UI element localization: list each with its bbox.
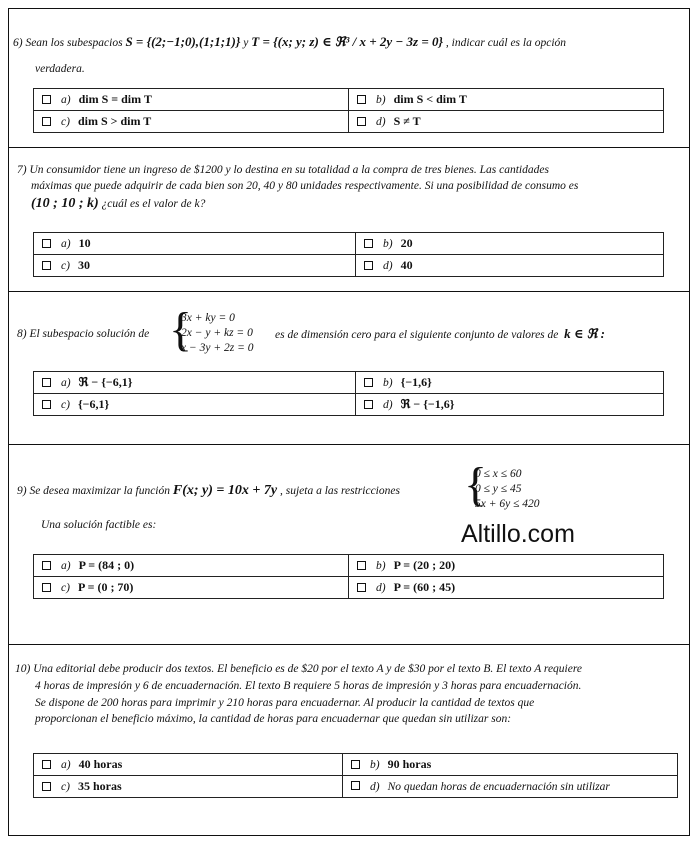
checkbox[interactable] (357, 561, 366, 570)
checkbox[interactable] (42, 782, 51, 791)
q9-constraints (475, 467, 540, 512)
q7-option-c[interactable]: c) 30 (34, 255, 356, 277)
q9-option-c[interactable]: c) P = (0 ; 70) (34, 577, 349, 599)
q9-option-b[interactable]: b) P = (20 ; 20) (349, 555, 664, 577)
watermark-logo: Altillo.com (461, 520, 575, 548)
q8-statement: es de dimensión cero para el siguiente conjunto de valores de k ∈ ℜ : (275, 326, 605, 341)
checkbox[interactable] (42, 239, 51, 248)
q8-eq-3: x − 3y + 2z = 0 (181, 342, 254, 354)
q8-option-d[interactable]: d) ℜ − {−1,6} (356, 394, 664, 416)
q9-objective-function: F(x; y) = 10x + 7y (172, 483, 278, 498)
q9-stem: 9) Se desea maximizar la función F(x; y) = 10x + 7y , sujeta a las restricciones (17, 483, 400, 498)
q9-constraints-brace: { (464, 458, 488, 511)
q7-consumption-point: (10 ; 10 ; k) (31, 196, 99, 211)
checkbox[interactable] (357, 583, 366, 592)
q9-constraint-3: 5x + 6y ≤ 420 (475, 498, 540, 510)
question-6-stem (13, 34, 683, 51)
q6-option-a[interactable]: a) dim S = dim T (34, 89, 349, 111)
q7-question: ¿cuál es el valor de k? (101, 198, 206, 210)
q6-instruction: , indicar cuál es la opción (445, 37, 567, 49)
q7-option-a[interactable]: a) 10 (34, 233, 356, 255)
checkbox[interactable] (42, 561, 51, 570)
q6-intro: 6) Sean los subespacios (13, 37, 123, 49)
checkbox[interactable] (357, 117, 366, 126)
q7-line-3 (31, 196, 205, 212)
q9-option-d[interactable]: d) P = (60 ; 45) (349, 577, 664, 599)
checkbox[interactable] (42, 400, 51, 409)
question-6 (8, 8, 690, 148)
checkbox[interactable] (351, 781, 360, 790)
q6-set-s: S = {(2;−1;0),(1;1;1)} (125, 34, 241, 49)
q8-option-c[interactable]: c) {−6,1} (34, 394, 356, 416)
q6-options (33, 88, 664, 133)
q10-line-2: 4 horas de impresión y 6 de encuadernación. El texto B requiere 5 horas de impresión y 3 horas para encuadernación. (35, 680, 582, 692)
checkbox[interactable] (351, 760, 360, 769)
q9-option-a[interactable]: a) P = (84 ; 0) (34, 555, 349, 577)
q7-option-d[interactable]: d) 40 (356, 255, 664, 277)
q10-line-3: Se dispone de 200 horas para imprimir y 210 horas para encuadernar. Al producir la cantidad de textos que (35, 697, 535, 709)
q8-condition: k ∈ ℜ : (564, 326, 605, 341)
q8-eq-2: 2x − y + kz = 0 (181, 327, 253, 339)
checkbox[interactable] (364, 400, 373, 409)
q7-line-1: 7) Un consumidor tiene un ingreso de $1200 y lo destina en su totalidad a la compra de tres bienes. Las cantidades (17, 164, 549, 176)
q9-constraint-2: 0 ≤ y ≤ 45 (475, 483, 522, 495)
q10-option-b[interactable]: b) 90 horas (343, 754, 678, 776)
q10-options (33, 753, 678, 798)
q9-constraint-1: 0 ≤ x ≤ 60 (475, 468, 522, 480)
checkbox[interactable] (42, 117, 51, 126)
q6-option-d[interactable]: d) S ≠ T (349, 111, 664, 133)
q10-line-1: 10) Una editorial debe producir dos textos. El beneficio es de $20 por el texto A y de $30 por el texto B. El texto A requiere (15, 663, 582, 675)
checkbox[interactable] (42, 378, 51, 387)
checkbox[interactable] (42, 760, 51, 769)
q6-instruction-end: verdadera. (35, 63, 85, 75)
question-7 (8, 148, 690, 292)
question-8 (8, 292, 690, 445)
q6-conjunction: y (243, 37, 249, 49)
q8-option-a[interactable]: a) ℜ − {−6,1} (34, 372, 356, 394)
q6-set-t: T = {(x; y; z) ∈ ℜ³ / x + 2y − 3z = 0} (251, 34, 444, 49)
checkbox[interactable] (42, 95, 51, 104)
q10-line-4: proporcionan el beneficio máximo, la cantidad de horas para encuadernar que quedan sin utilizar son: (35, 713, 512, 725)
q6-option-b[interactable]: b) dim S < dim T (349, 89, 664, 111)
q10-option-a[interactable]: a) 40 horas (34, 754, 343, 776)
q7-line-2: máximas que puede adquirir de cada bien son 20, 40 y 80 unidades respectivamente. Si una posibilidad de consumo es (31, 180, 579, 192)
q9-question: Una solución factible es: (41, 519, 157, 531)
q8-system (181, 311, 253, 356)
checkbox[interactable] (364, 378, 373, 387)
q10-option-c[interactable]: c) 35 horas (34, 776, 343, 798)
q8-options (33, 371, 664, 416)
checkbox[interactable] (42, 261, 51, 270)
checkbox[interactable] (364, 239, 373, 248)
checkbox[interactable] (364, 261, 373, 270)
q8-option-b[interactable]: b) {−1,6} (356, 372, 664, 394)
q9-options (33, 554, 664, 599)
q7-option-b[interactable]: b) 20 (356, 233, 664, 255)
checkbox[interactable] (42, 583, 51, 592)
q8-intro: 8) El subespacio solución de (17, 328, 150, 340)
q6-option-c[interactable]: c) dim S > dim T (34, 111, 349, 133)
q7-options (33, 232, 664, 277)
q8-eq-1: 3x + ky = 0 (181, 312, 235, 324)
checkbox[interactable] (357, 95, 366, 104)
question-10 (8, 645, 690, 836)
q8-system-brace: { (169, 303, 193, 356)
q10-option-d[interactable]: d) No quedan horas de encuadernación sin utilizar (343, 776, 678, 798)
question-9 (8, 445, 690, 645)
